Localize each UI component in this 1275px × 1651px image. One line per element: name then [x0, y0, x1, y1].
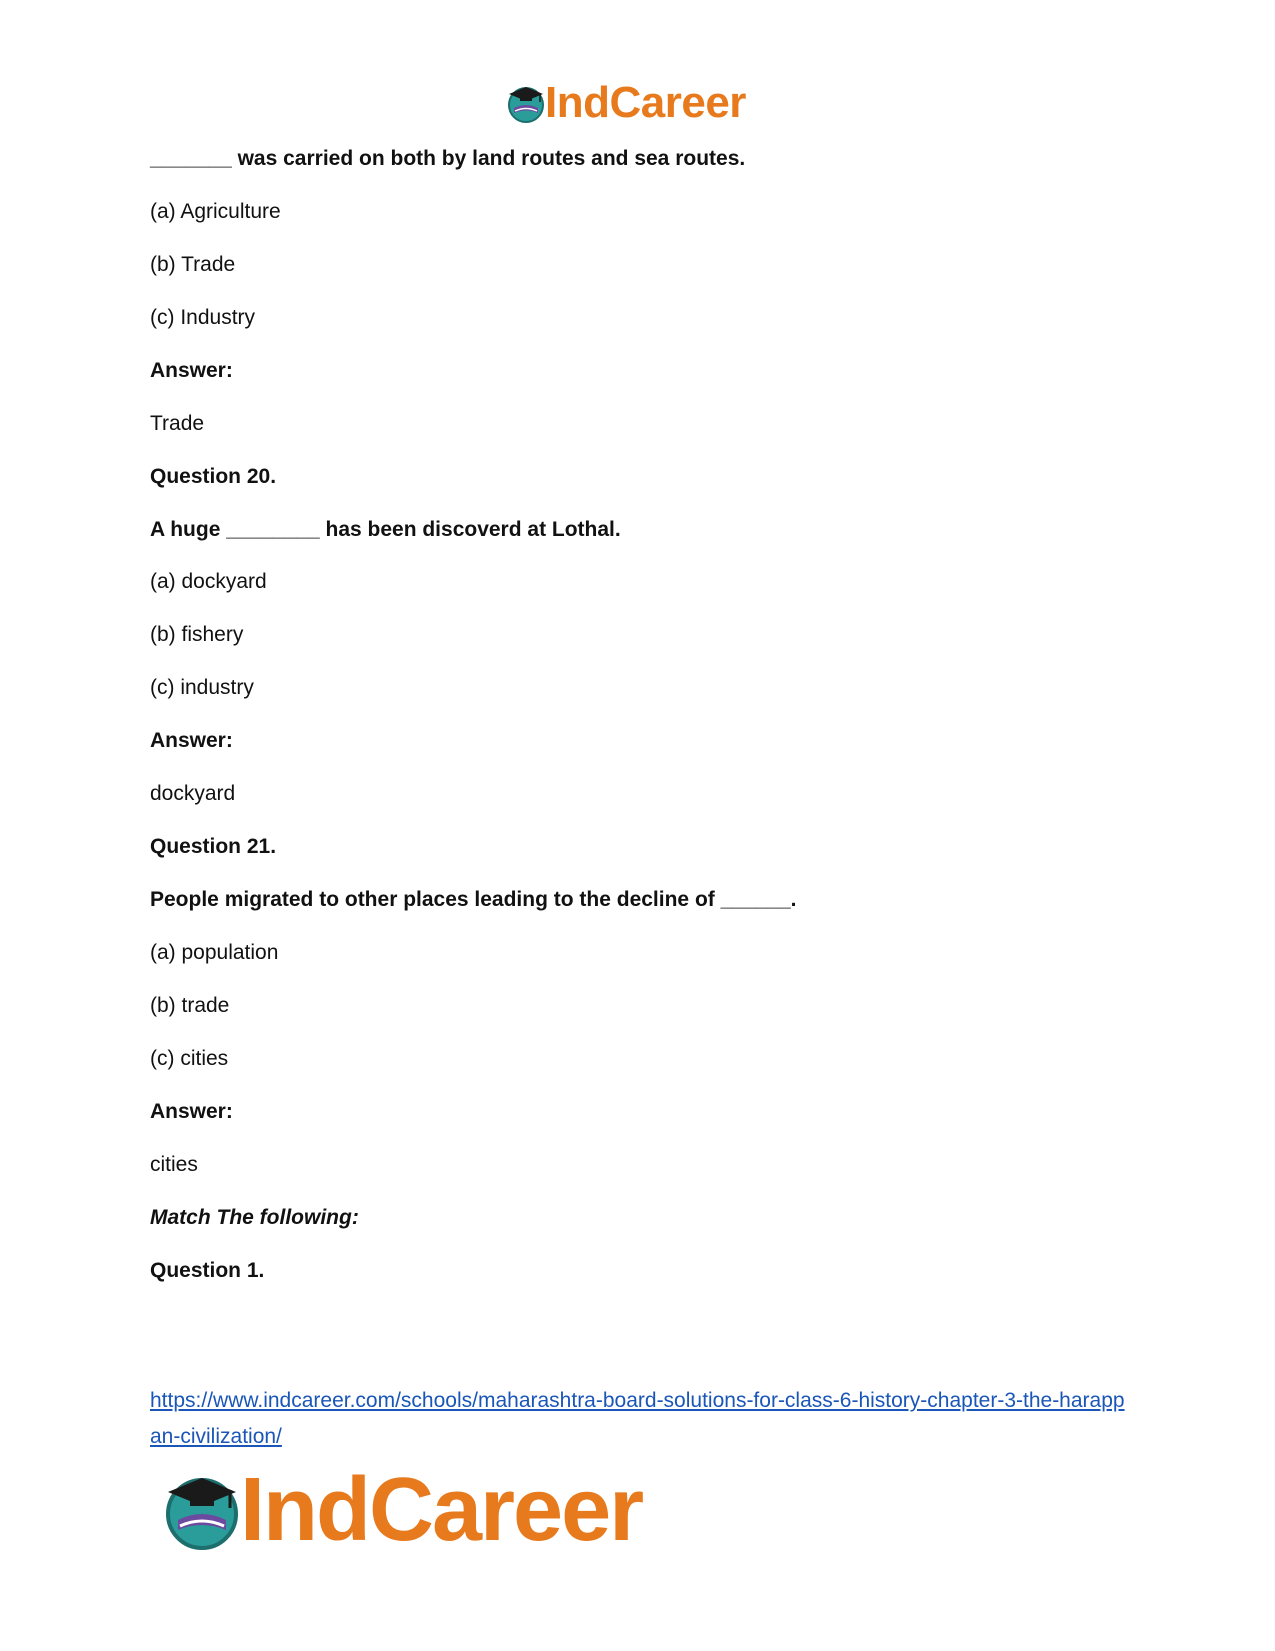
option-a: (a) population — [150, 941, 279, 964]
question-heading: Question 20. — [150, 465, 277, 488]
section-heading: Match The following: — [150, 1206, 359, 1229]
option-a: (a) dockyard — [150, 570, 267, 593]
header-logo — [505, 80, 746, 126]
question-heading: Question 1. — [150, 1259, 265, 1282]
answer-value: cities — [150, 1153, 198, 1176]
answer-label: Answer: — [150, 729, 233, 752]
option-c: (c) Industry — [150, 306, 256, 329]
graduation-cap-globe-icon — [160, 1468, 244, 1552]
source-link[interactable]: https://www.indcareer.com/schools/maharashtra-board-solutions-for-class-6-history-chapter-3-the-harappan-civilization/ — [150, 1389, 1125, 1448]
option-b: (b) fishery — [150, 623, 244, 646]
graduation-cap-globe-icon — [505, 82, 547, 124]
option-c: (c) industry — [150, 676, 254, 699]
answer-value: Trade — [150, 412, 205, 435]
question-19-text: _______ was carried on both by land routes and sea routes. — [150, 147, 746, 170]
option-c: (c) cities — [150, 1047, 229, 1070]
brand-wordmark: IndCareer — [545, 78, 746, 127]
option-b: (b) trade — [150, 994, 230, 1017]
answer-value: dockyard — [150, 782, 236, 805]
question-heading: Question 21. — [150, 835, 277, 858]
question-21-text: People migrated to other places leading to the decline of ______. — [150, 888, 797, 911]
option-b: (b) Trade — [150, 253, 236, 276]
question-20-text: A huge ________ has been discoverd at Lothal. — [150, 518, 621, 541]
footer-logo — [160, 1460, 643, 1560]
answer-label: Answer: — [150, 1100, 233, 1123]
option-a: (a) Agriculture — [150, 200, 281, 223]
brand-wordmark: IndCareer — [240, 1460, 643, 1560]
answer-label: Answer: — [150, 359, 233, 382]
